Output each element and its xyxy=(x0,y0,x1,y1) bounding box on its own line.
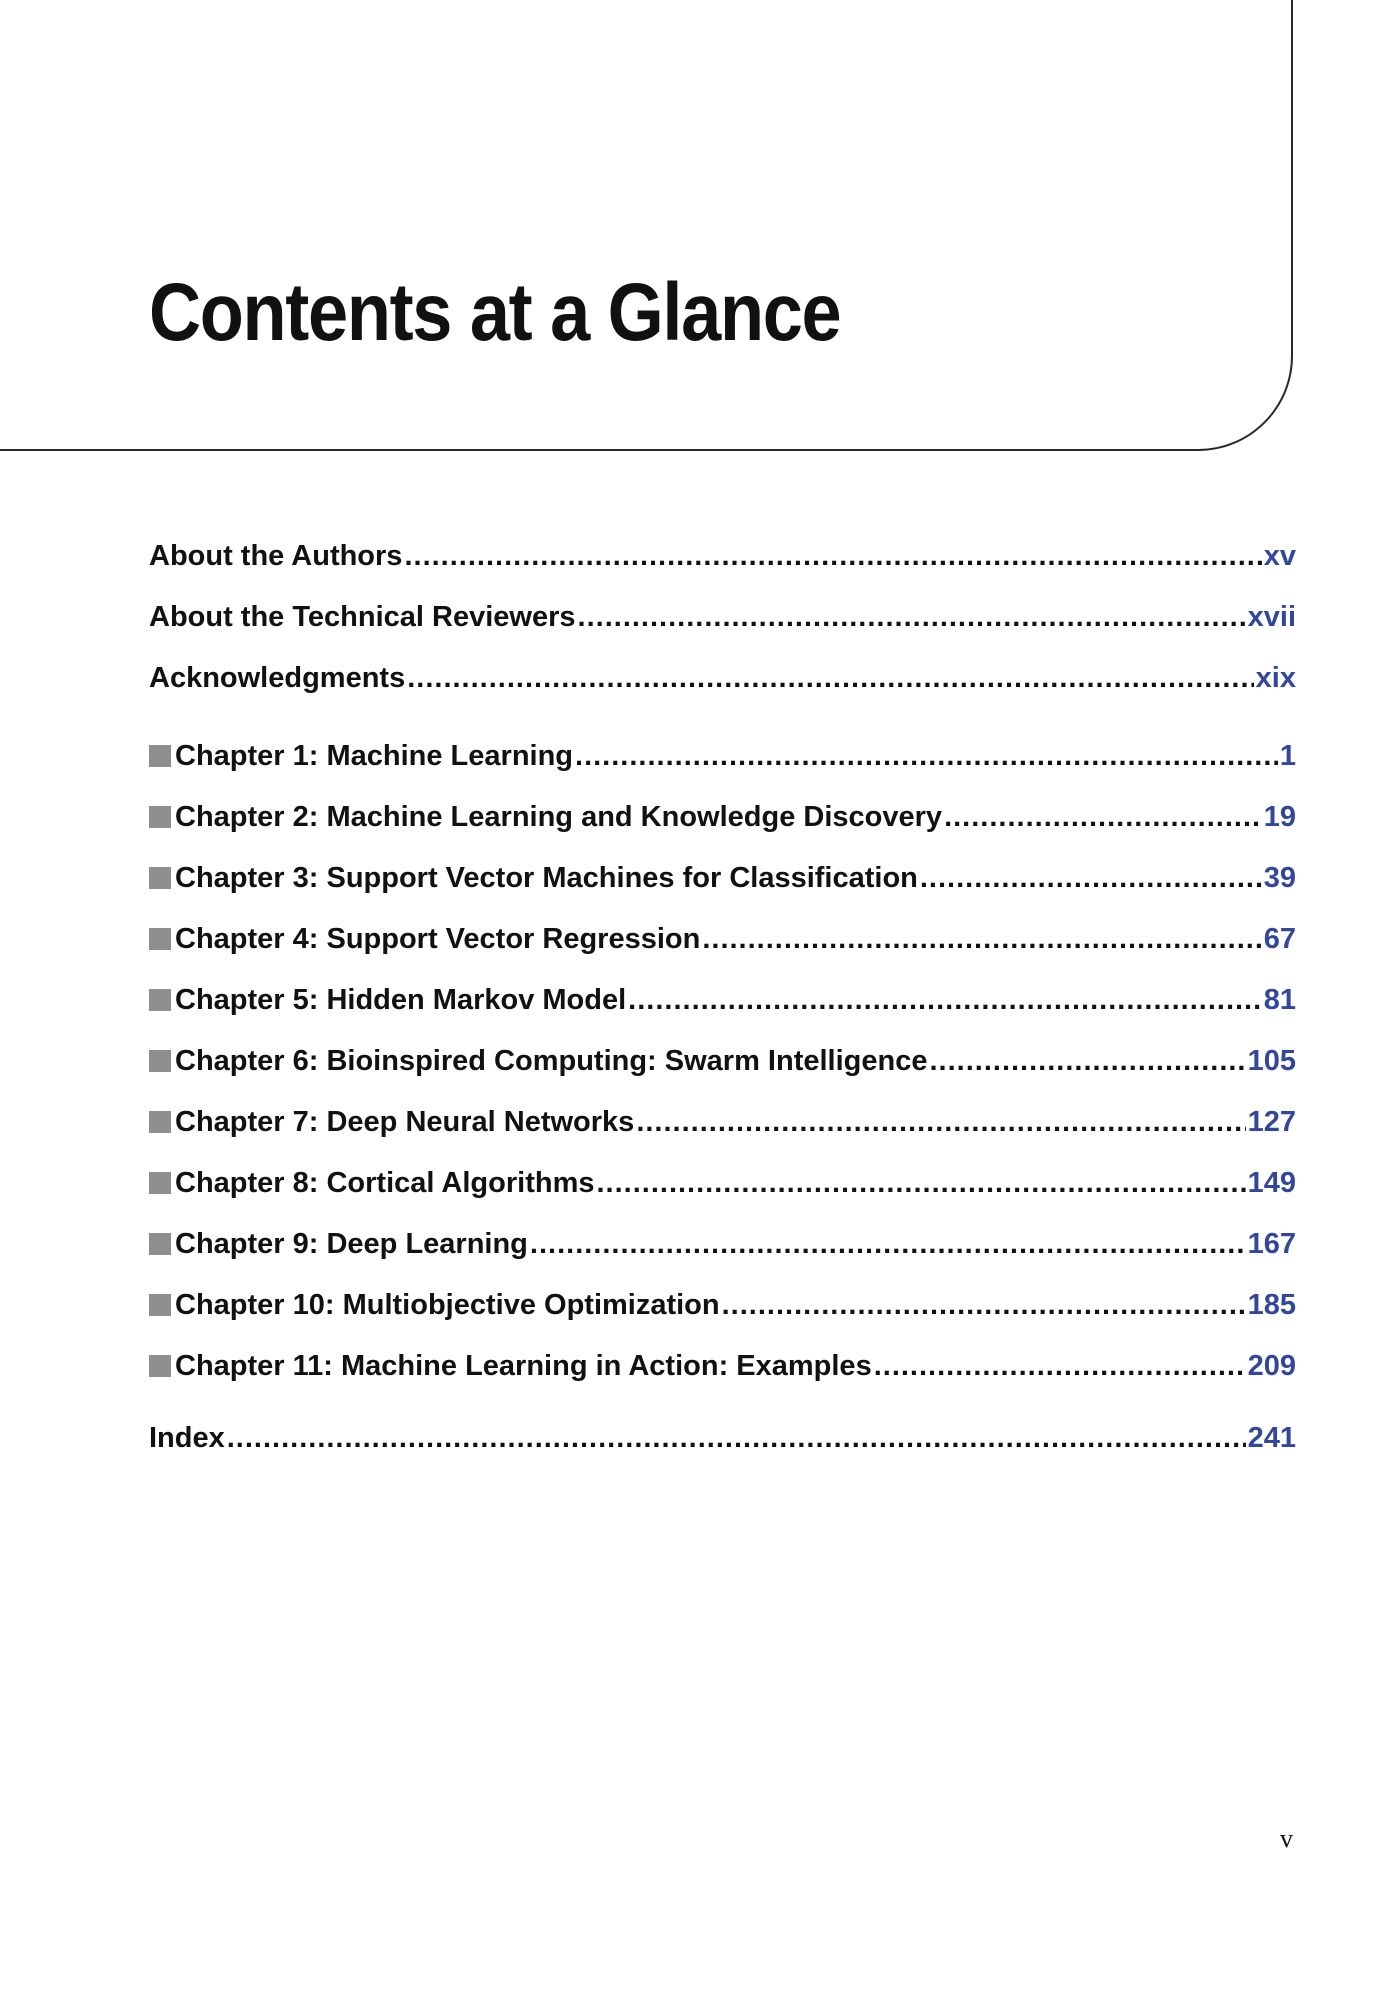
square-bullet-icon xyxy=(149,1111,171,1133)
toc-entry-acknowledgments[interactable] xyxy=(149,658,1296,698)
dot-leader xyxy=(530,1230,1246,1259)
toc-page-number: 149 xyxy=(1247,1166,1296,1199)
page-title: Contents at a Glance xyxy=(149,267,841,358)
toc-page-number: 241 xyxy=(1247,1421,1296,1454)
toc-page-number: 67 xyxy=(1263,922,1296,955)
toc-entry-chapter-11[interactable] xyxy=(149,1346,1296,1386)
table-of-contents xyxy=(149,0,1296,2000)
toc-entry-title: Chapter 6: Bioinspired Computing: Swarm Intelligence xyxy=(175,1044,928,1077)
toc-entry-chapter-8[interactable] xyxy=(149,1163,1296,1203)
toc-entry-chapter-7[interactable] xyxy=(149,1102,1296,1142)
dot-leader xyxy=(722,1291,1246,1320)
toc-entry-about-technical-reviewers[interactable] xyxy=(149,597,1296,637)
square-bullet-icon xyxy=(149,1172,171,1194)
dot-leader xyxy=(874,1352,1246,1381)
toc-entry-title: Chapter 2: Machine Learning and Knowledge Discovery xyxy=(175,800,943,833)
dot-leader xyxy=(628,986,1262,1015)
toc-entry-chapter-10[interactable] xyxy=(149,1285,1296,1325)
toc-entry-chapter-5[interactable] xyxy=(149,980,1296,1020)
toc-entry-title: Acknowledgments xyxy=(149,661,406,694)
toc-entry-title: Chapter 9: Deep Learning xyxy=(175,1227,528,1260)
toc-entry-title: About the Authors xyxy=(149,539,403,572)
toc-page-number: 105 xyxy=(1247,1044,1296,1077)
dot-leader xyxy=(929,1047,1245,1076)
toc-page-number: 167 xyxy=(1247,1227,1296,1260)
toc-entry-title: Chapter 4: Support Vector Regression xyxy=(175,922,701,955)
toc-entry-chapter-2[interactable] xyxy=(149,797,1296,837)
toc-entry-title: Chapter 7: Deep Neural Networks xyxy=(175,1105,635,1138)
square-bullet-icon xyxy=(149,745,171,767)
toc-entry-index[interactable] xyxy=(149,1418,1296,1458)
toc-page-number: 1 xyxy=(1279,739,1296,772)
square-bullet-icon xyxy=(149,1050,171,1072)
toc-entry-title: Chapter 3: Support Vector Machines for Classification xyxy=(175,861,918,894)
square-bullet-icon xyxy=(149,806,171,828)
square-bullet-icon xyxy=(149,1355,171,1377)
dot-leader xyxy=(702,925,1261,954)
toc-entry-chapter-1[interactable] xyxy=(149,736,1296,776)
dot-leader xyxy=(575,742,1278,771)
toc-entry-chapter-4[interactable] xyxy=(149,919,1296,959)
toc-entry-title: Chapter 5: Hidden Markov Model xyxy=(175,983,627,1016)
toc-page-number: 19 xyxy=(1263,800,1296,833)
toc-page-number: xv xyxy=(1263,539,1296,572)
square-bullet-icon xyxy=(149,1294,171,1316)
toc-entry-chapter-6[interactable] xyxy=(149,1041,1296,1081)
dot-leader xyxy=(596,1169,1245,1198)
square-bullet-icon xyxy=(149,1233,171,1255)
dot-leader xyxy=(944,803,1262,832)
toc-page-number: 81 xyxy=(1263,983,1296,1016)
dot-leader xyxy=(227,1424,1246,1453)
toc-page-number: xix xyxy=(1255,661,1296,694)
toc-entry-title: About the Technical Reviewers xyxy=(149,600,576,633)
toc-page-number: 127 xyxy=(1247,1105,1296,1138)
square-bullet-icon xyxy=(149,928,171,950)
dot-leader xyxy=(404,542,1261,571)
toc-entry-chapter-9[interactable] xyxy=(149,1224,1296,1264)
dot-leader xyxy=(578,603,1246,632)
dot-leader xyxy=(920,864,1262,893)
toc-entry-title: Chapter 1: Machine Learning xyxy=(175,739,574,772)
toc-entry-title: Chapter 11: Machine Learning in Action: Examples xyxy=(175,1349,872,1382)
toc-entry-title: Chapter 8: Cortical Algorithms xyxy=(175,1166,595,1199)
toc-page-number: xvii xyxy=(1247,600,1296,633)
toc-entry-about-authors[interactable] xyxy=(149,536,1296,576)
toc-page-number: 39 xyxy=(1263,861,1296,894)
dot-leader xyxy=(636,1108,1245,1137)
dot-leader xyxy=(407,664,1253,693)
toc-entry-chapter-3[interactable] xyxy=(149,858,1296,898)
toc-page-number: 209 xyxy=(1247,1349,1296,1382)
toc-entry-title: Index xyxy=(149,1421,225,1454)
toc-entry-title: Chapter 10: Multiobjective Optimization xyxy=(175,1288,720,1321)
square-bullet-icon xyxy=(149,867,171,889)
page-folio: v xyxy=(1280,1824,1293,1853)
toc-page-number: 185 xyxy=(1247,1288,1296,1321)
square-bullet-icon xyxy=(149,989,171,1011)
